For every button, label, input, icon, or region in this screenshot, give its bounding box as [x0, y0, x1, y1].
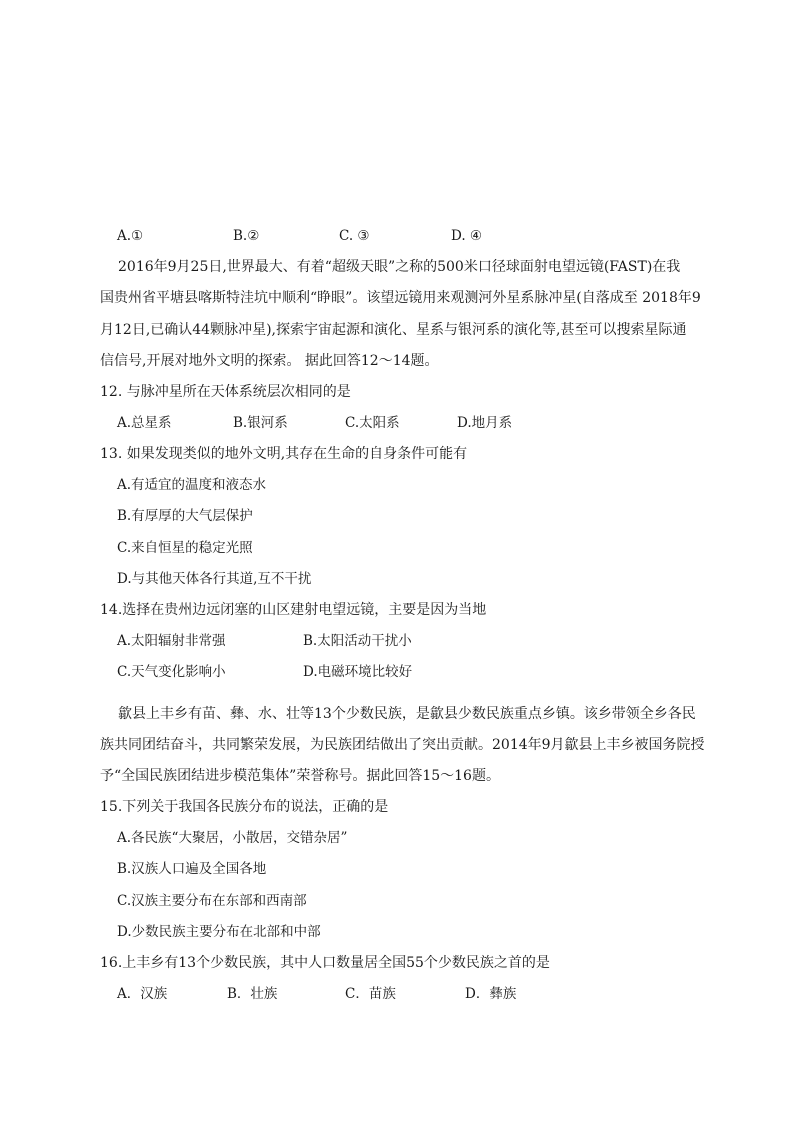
- q12-option-d: D.地月系: [457, 415, 513, 431]
- q13-stem: 13. 如果发现类似的地外文明,其存在生命的自身条件可能有: [100, 446, 468, 462]
- q16-stem: 16.上丰乡有13个少数民族，其中人口数量居全国55个少数民族之首的是: [100, 955, 550, 971]
- passage1-line1: 2016年9月25日,世界最大、有着“超级天眼”之称的500米口径球面射电望远镜(FAST)在我: [118, 259, 681, 275]
- q15-option-d: D.少数民族主要分布在北部和中部: [117, 924, 321, 940]
- q12-option-a: A.总星系: [117, 415, 172, 431]
- passage2-line3: 予“全国民族团结进步模范集体”荣誉称号。据此回答15～16题。: [100, 768, 500, 784]
- q14-stem: 14.选择在贵州边远闭塞的山区建射电望远镜，主要是因为当地: [100, 602, 487, 618]
- q13-option-a: A.有适宜的温度和液态水: [117, 477, 267, 493]
- q16-option-c: C．苗族: [345, 986, 396, 1002]
- q13-option-b: B.有厚厚的大气层保护: [117, 508, 253, 524]
- q16-option-b: B．壮族: [227, 986, 278, 1002]
- q16-option-d: D．彝族: [465, 986, 517, 1002]
- passage1-line2: 国贵州省平塘县喀斯特洼坑中顺利“睁眼”。该望远镜用来观测河外星系脉冲星(自落成至 2018年9: [100, 290, 701, 306]
- q11-option-b: B.②: [233, 228, 260, 244]
- q12-option-c: C.太阳系: [345, 415, 400, 431]
- q11-option-c: C. ③: [339, 228, 370, 244]
- q12-option-b: B.银河系: [233, 415, 288, 431]
- q11-option-d: D. ④: [451, 228, 483, 244]
- q14-option-a: A.太阳辐射非常强: [117, 633, 226, 649]
- q12-stem: 12. 与脉冲星所在天体系统层次相同的是: [100, 384, 351, 400]
- q16-option-a: A．汉族: [117, 986, 168, 1002]
- q14-option-c: C.天气变化影响小: [117, 664, 226, 680]
- passage2-line1: 歙县上丰乡有苗、彝、水、壮等13个少数民族，是歙县少数民族重点乡镇。该乡带领全乡各民: [118, 706, 696, 722]
- q11-option-a: A.①: [117, 228, 144, 244]
- q13-option-c: C.来自恒星的稳定光照: [117, 540, 253, 556]
- q15-option-c: C.汉族主要分布在东部和西南部: [117, 893, 307, 909]
- q15-option-a: A.各民族“大聚居，小散居，交错杂居”: [117, 830, 348, 846]
- passage1-line4: 信信号,开展对地外文明的探索。 据此回答12～14题。: [100, 353, 439, 369]
- passage1-line3: 月12日,已确认44颗脉冲星),探索宇宙起源和演化、星系与银河系的演化等,甚至可以搜索星际通: [100, 322, 687, 338]
- q13-option-d: D.与其他天体各行其道,互不干扰: [117, 571, 312, 587]
- passage2-line2: 族共同团结奋斗，共同繁荣发展，为民族团结做出了突出贡献。2014年9月歙县上丰乡被国务院授: [100, 737, 705, 753]
- q14-option-d: D.电磁环境比较好: [303, 664, 413, 680]
- q15-stem: 15.下列关于我国各民族分布的说法，正确的是: [100, 799, 389, 815]
- q14-option-b: B.太阳活动干扰小: [303, 633, 412, 649]
- q15-option-b: B.汉族人口遍及全国各地: [117, 861, 267, 877]
